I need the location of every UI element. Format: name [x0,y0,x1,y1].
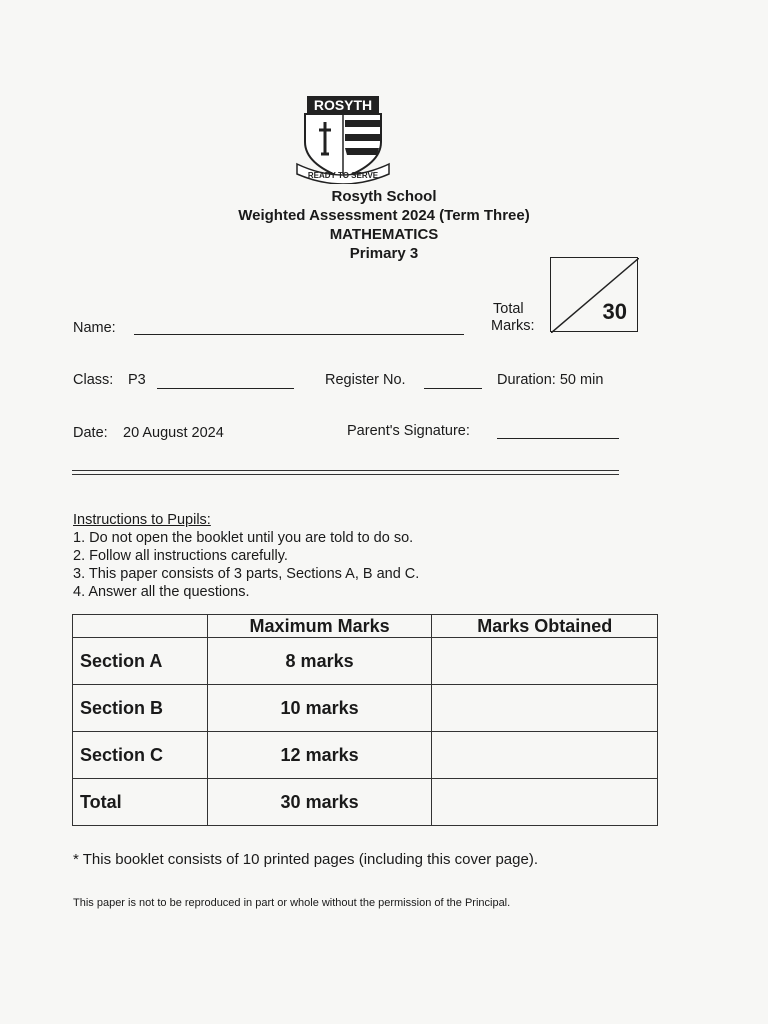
table-row [73,638,658,685]
class-field[interactable] [157,374,294,389]
table-header-obtained: Marks Obtained [432,615,658,638]
subject-title: MATHEMATICS [329,226,439,243]
svg-text:ROSYTH: ROSYTH [313,97,373,113]
row-name: Total [73,779,208,826]
row-max: 10 marks [207,685,432,732]
table-header-row [73,615,658,638]
class-label: Class: [73,372,114,388]
table-row [73,732,658,779]
total-marks-label-2: Marks: [491,318,535,334]
row-name: Section B [73,685,208,732]
row-obtained[interactable] [432,638,658,685]
total-marks-label-1: Total [493,301,524,317]
total-marks-box [550,257,638,332]
instructions-title: Instructions to Pupils: [73,512,211,528]
signature-field[interactable] [497,425,619,439]
name-label: Name: [73,320,116,336]
table-row [73,779,658,826]
page-count-note: * This booklet consists of 10 printed pages (including this cover page). [73,851,538,868]
row-obtained[interactable] [432,685,658,732]
school-crest-logo [293,94,393,184]
total-marks-value: 30 [602,299,627,324]
row-name: Section C [73,732,208,779]
row-name: Section A [73,638,208,685]
table-header-max: Maximum Marks [207,615,432,638]
copyright-notice: This paper is not to be reproduced in part or whole without the permission of the Principal. [73,897,511,909]
marks-table [72,614,658,826]
svg-text:READY TO SERVE: READY TO SERVE [307,171,379,180]
row-obtained[interactable] [432,732,658,779]
instructions [73,511,419,601]
table-header-blank [73,615,208,638]
row-max: 12 marks [207,732,432,779]
instruction-item: 2. Follow all instructions carefully. [73,548,288,564]
row-max: 8 marks [207,638,432,685]
row-obtained[interactable] [432,779,658,826]
instruction-item: 1. Do not open the booklet until you are told to do so. [73,530,414,546]
register-label: Register No. [325,372,406,388]
instruction-item: 3. This paper consists of 3 parts, Sections A, B and C. [73,566,420,582]
row-max: 30 marks [207,779,432,826]
name-field[interactable] [134,320,464,335]
signature-label: Parent's Signature: [347,423,470,439]
assessment-title: Weighted Assessment 2024 (Term Three) [238,207,530,224]
date-label: Date: [73,425,108,441]
instruction-item: 4. Answer all the questions. [73,584,250,600]
duration-text: Duration: 50 min [497,372,604,388]
table-row [73,685,658,732]
level-title: Primary 3 [349,245,419,262]
date-value: 20 August 2024 [123,425,224,441]
school-name: Rosyth School [331,188,437,205]
separator-bottom [72,474,619,475]
register-field[interactable] [424,374,482,389]
class-value: P3 [128,372,146,388]
separator-top [72,470,619,471]
